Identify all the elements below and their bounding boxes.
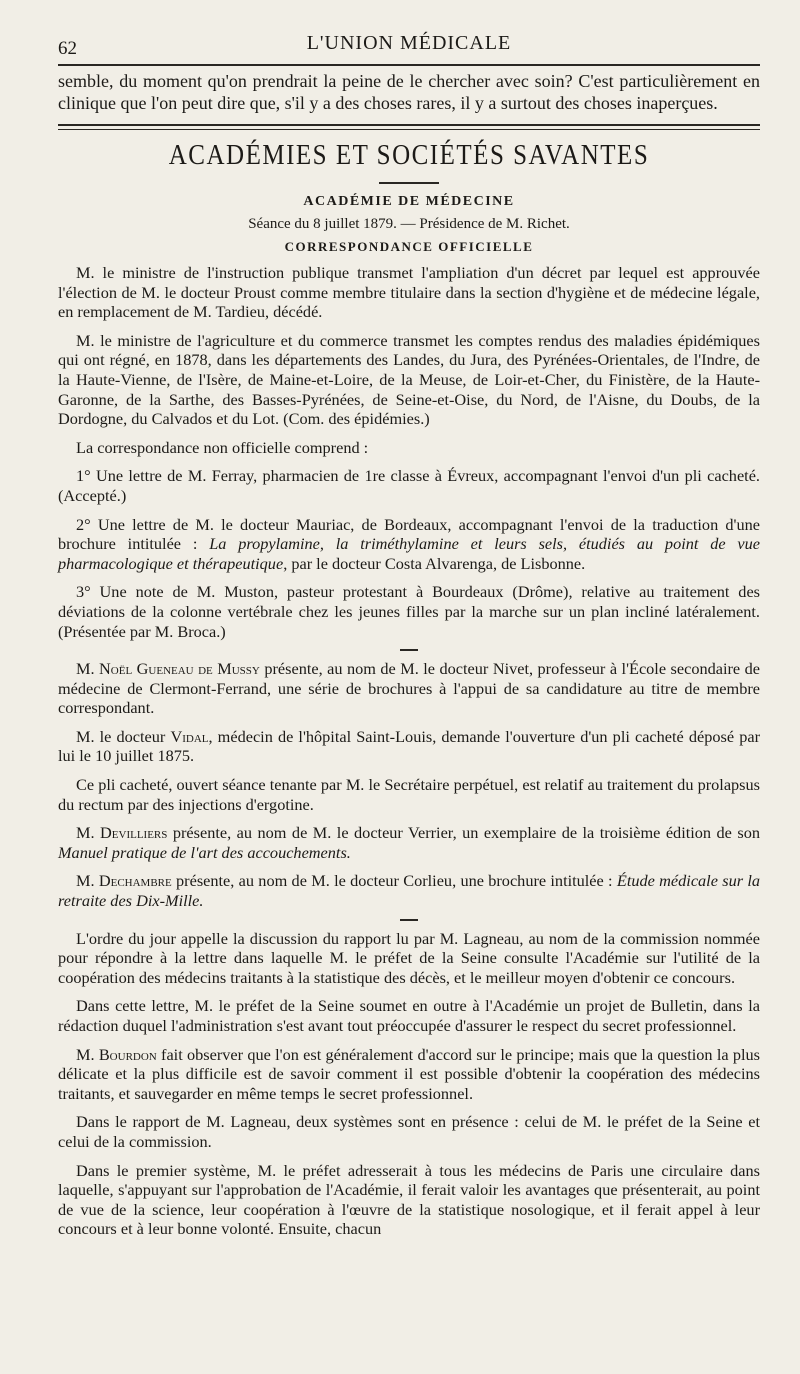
p8-lead: M. le docteur <box>76 726 171 746</box>
p14-name: M. Bourdon <box>76 1044 157 1064</box>
p7-rest: présente, au nom de M. le docteur Nivet, professeur à l'École secondaire de médecine de Clermont-Ferrand, une série de brochures à l'appui de sa candidature au titre de membre correspondant. <box>58 659 760 718</box>
page-number: 62 <box>58 38 77 59</box>
p8-rest: , médecin de l'hôpital Saint-Louis, demande l'ouverture d'un pli cacheté déposé par lui le 10 juillet 1875. <box>58 726 761 766</box>
paragraph-16: Dans le premier système, M. le préfet adresserait à tous les médecins de Paris une circulaire dans laquelle, s'appuyant sur l'approbation de l'Académie, il ferait valoir les avantages que présenterait, au point de vue de la science, leur coopération à l'œuvre de la statistique nosologique, et il ferait appel à leur concours et à leur bonne volonté. Ensuite, chacun <box>58 1160 760 1239</box>
section-rule-bottom <box>58 129 760 130</box>
header-rule <box>58 64 760 66</box>
section-rule-top <box>58 124 760 126</box>
p11-rest: présente, au nom de M. le docteur Corlieu, une brochure intitulée : <box>171 871 617 891</box>
p8-name: Vidal <box>170 726 209 746</box>
paragraph-15: Dans le rapport de M. Lagneau, deux systèmes sont en présence : celui de M. le préfet de la Seine et celui de la commission. <box>58 1112 760 1151</box>
page-body <box>58 70 760 1239</box>
paragraph-11 <box>58 871 760 910</box>
p5-title: La propylamine, la triméthylamine et leurs sels, étudiés au point de vue pharmacologique et thérapeutique <box>58 534 760 573</box>
paragraph-6: 3° Une note de M. Muston, pasteur protestant à Bourdeaux (Drôme), relative au traitement des déviations de la colonne vertébrale chez les jeunes filles par la marche sur un plan incliné latéralement. (Présentée par M. Broca.) <box>58 582 760 641</box>
paragraph-10 <box>58 823 760 862</box>
title-rule <box>379 182 439 184</box>
paragraph-2: M. le ministre de l'agriculture et du commerce transmet les comptes rendus des maladies épidémiques qui ont régné, en 1878, dans les départements des Landes, du Jura, des Pyrénées-Orientales, de l'Indre, de la Haute-Vienne, de l'Isère, de Maine-et-Loire, de la Meuse, de Loir-et-Cher, du Finistère, de la Haute-Garonne, de la Sarthe, des Basses-Pyrénées, de Seine-et-Oise, du Nord, de l'Aisne, du Doubs, de la Dordogne, du Calvados et du Lot. (Com. des épidémies.) <box>58 330 760 429</box>
paragraph-8 <box>58 727 760 766</box>
p5-lead: 2° Une lettre de M. le docteur Mauriac, de Bordeaux, accompagnant l'envoi de la traduction d'une brochure intitulée : <box>58 514 760 554</box>
separator-dash-2 <box>400 919 418 921</box>
p10-rest: présente, au nom de M. le docteur Verrier, un exemplaire de la troisième édition de son <box>167 823 760 843</box>
paragraph-12: L'ordre du jour appelle la discussion du rapport lu par M. Lagneau, au nom de la commission nommée pour répondre à la lettre dans laquelle M. le préfet de la Seine consulte l'Académie sur l'utilité de la coopération des médecins traitants à la statistique des décès, et le meilleur moyen d'obtenir ce concours. <box>58 928 760 987</box>
section-subtitle: ACADÉMIE DE MÉDECINE <box>303 194 515 209</box>
paragraph-9: Ce pli cacheté, ouvert séance tenante par M. le Secrétaire perpétuel, est relatif au traitement du prolapsus du rectum par des injections d'ergotine. <box>58 775 760 814</box>
p10-title: Manuel pratique de l'art des accouchements. <box>58 842 351 862</box>
p11-title: Étude médicale sur la retraite des Dix-Mille. <box>58 871 761 911</box>
paragraph-5 <box>58 515 760 574</box>
page-header <box>58 26 760 59</box>
p11-name: M. Dechambre <box>76 871 172 891</box>
paragraph-14 <box>58 1045 760 1104</box>
p7-name: M. Noël Gueneau de Mussy <box>76 659 260 679</box>
p10-name: M. Devilliers <box>76 823 168 843</box>
running-title: L'UNION MÉDICALE <box>306 32 512 54</box>
seance-line: Séance du 8 juillet 1879. — Présidence de M. Richet. <box>248 216 570 232</box>
p5-tail: , par le docteur Costa Alvarenga, de Lisbonne. <box>283 553 586 573</box>
section-title: ACADÉMIES ET SOCIÉTÉS SAVANTES <box>168 139 650 171</box>
paragraph-3: La correspondance non officielle comprend : <box>76 437 369 457</box>
p14-rest: fait observer que l'on est généralement d'accord sur le principe; mais que la question la plus délicate et la plus difficile est de savoir comment il est possible d'obtenir la coopération des médecins traitants, et sauvegarder en même temps le secret professionnel. <box>58 1044 760 1103</box>
paragraph-1: M. le ministre de l'instruction publique transmet l'ampliation d'un décret par lequel est approuvée l'élection de M. le docteur Proust comme membre titulaire dans la section d'hygiène et de médecine légale, en remplacement de M. Tardieu, décédé. <box>58 263 760 322</box>
paragraph-4: 1° Une lettre de M. Ferray, pharmacien de 1re classe à Évreux, accompagnant l'envoi d'un pli cacheté. (Accepté.) <box>58 466 760 505</box>
intro-block <box>58 70 760 114</box>
intro-paragraph: semble, du moment qu'on prendrait la peine de le chercher avec soin? C'est particulièrement en clinique que l'on peut dire que, s'il y a des choses rares, il y a surtout des choses inaperçues. <box>58 71 760 113</box>
paragraph-13: Dans cette lettre, M. le préfet de la Seine soumet en outre à l'Académie un projet de Bulletin, dans la rédaction duquel l'administration s'est avant tout préoccupée d'assurer le respect du secret professionnel. <box>58 996 760 1035</box>
separator-dash <box>400 649 418 651</box>
correspondence-heading: CORRESPONDANCE OFFICIELLE <box>284 239 534 254</box>
paragraph-7 <box>58 659 760 718</box>
